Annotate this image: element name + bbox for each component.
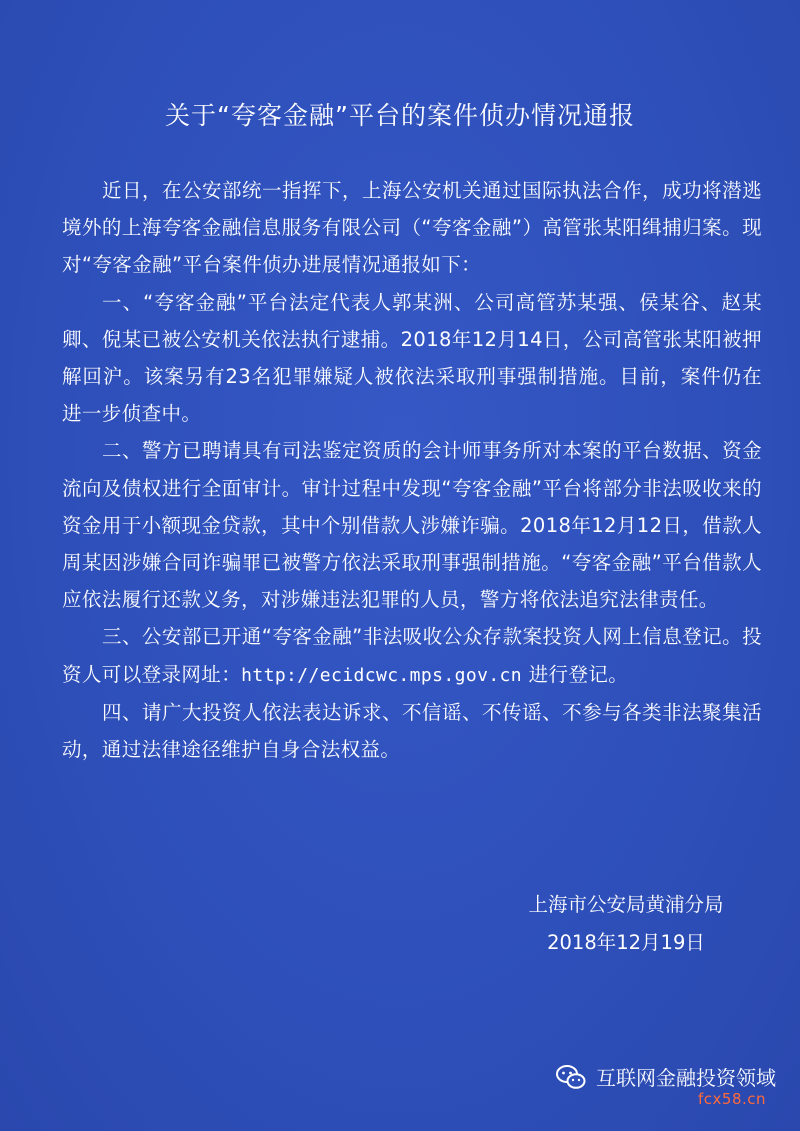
wechat-watermark [556,1062,776,1091]
paragraph-item-1: 一、“夸客金融”平台法定代表人郭某洲、公司高管苏某强、侯某谷、赵某卿、倪某已被公安机关依法执行逮捕。2018年12月14日，公司高管张某阳被押解回沪。该案另有23名犯罪嫌疑人被依法采取刑事强制措施。目前，案件仍在进一步侦查中。 [62,290,762,426]
signature-block [496,886,756,962]
issue-date: 2018年12月19日 [547,931,705,954]
document-title: 关于“夸客金融”平台的案件侦办情况通报 [165,101,635,130]
watermark-account-name: 互联网金融投资领域 [596,1066,776,1090]
paragraph-item-3 [62,618,762,693]
paragraph-item-3-tail: 进行登记。 [522,662,629,686]
registration-url[interactable]: http://ecidcwc.mps.gov.cn [241,664,523,686]
site-watermark: fcx58.cn [698,1090,767,1108]
paragraph-item-2: 二、警方已聘请具有司法鉴定资质的会计师事务所对本案的平台数据、资金流向及债权进行全面审计。审计过程中发现“夸客金融”平台将部分非法吸收来的资金用于小额现金贷款，其中个别借款人涉嫌诈骗。2018年12月12日，借款人周某因涉嫌合同诈骗罪已被警方依法采取刑事强制措施。“夸客金融”平台借款人应依法履行还款义务，对涉嫌违法犯罪的人员，警方将依法追究法律责任。 [62,439,762,612]
issuer-name: 上海市公安局黄浦分局 [528,893,724,916]
paragraph-item-4: 四、请广大投资人依法表达诉求、不信谣、不传谣、不参与各类非法聚集活动，通过法律途径维护自身合法权益。 [62,700,762,762]
document-body [62,172,762,768]
paragraph-intro: 近日，在公安部统一指挥下，上海公安机关通过国际执法合作，成功将潜逃境外的上海夸客金融信息服务有限公司（“夸客金融”）高管张某阳缉捕归案。现对“夸客金融”平台案件侦办进展情况通报如下： [62,179,762,277]
wechat-icon [556,1064,586,1090]
paragraph-item-3-text: 三、公安部已开通“夸客金融”非法吸收公众存款案投资人网上信息登记。投资人可以登录网址： [62,625,762,686]
